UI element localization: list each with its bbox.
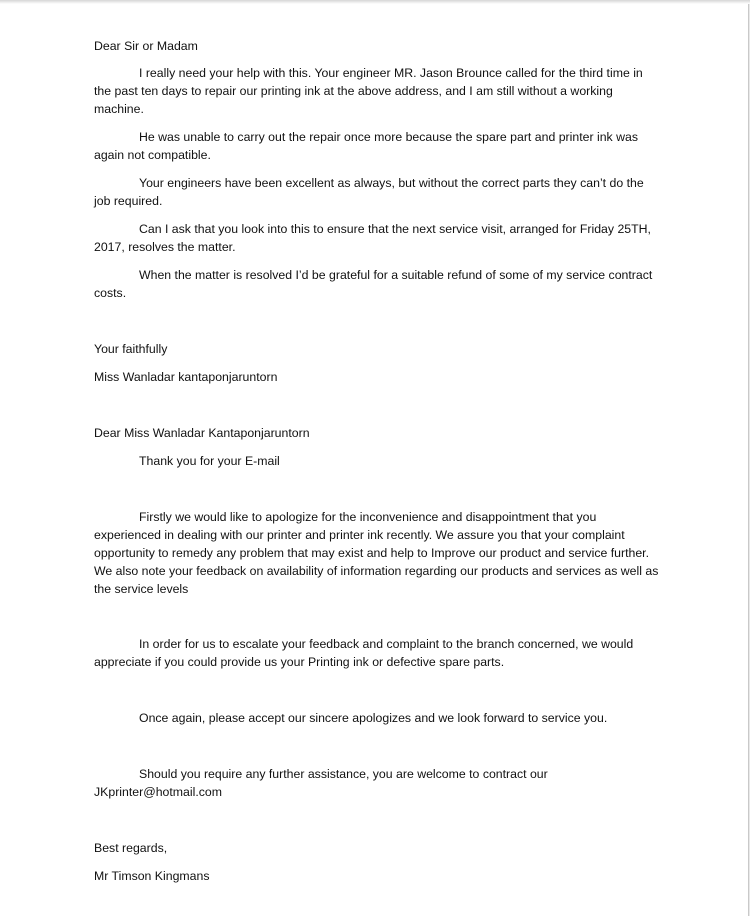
letter2-paragraph-1: Firstly we would like to apologize for the inconvenience and disappointment that you experienced in dealing with our printer and printer ink recently. We assure you that your complaint opportunity to remedy any problem that may exist and help to Improve our product and service further. We also note your feedback on availability of information regarding our products and services as well as the service levels <box>94 510 659 596</box>
letter1-paragraph-4: Can I ask that you look into this to ensure that the next service visit, arranged for Friday 25TH, 2017, resolves the matter. <box>94 222 651 254</box>
letter2-salutation: Dear Miss Wanladar Kantaponjaruntorn <box>94 426 310 440</box>
page-top-shadow <box>0 0 750 4</box>
letter1-paragraph-2: He was unable to carry out the repair once more because the spare part and printer ink was again not compatible. <box>94 130 638 162</box>
letter1-paragraph-1: I really need your help with this. Your engineer MR. Jason Brounce called for the third time in the past ten days to repair our printing ink at the above address, and I am still without a working machine. <box>94 66 643 116</box>
letter1-closing: Your faithfully <box>94 342 168 356</box>
letter1-salutation: Dear Sir or Madam <box>94 39 198 53</box>
letter2-closing: Best regards, <box>94 841 168 855</box>
letter1-paragraph-5: When the matter is resolved I’d be grateful for a suitable refund of some of my service contract costs. <box>94 268 653 300</box>
letter2-signature: Mr Timson Kingmans <box>94 869 210 883</box>
letter2-thanks: Thank you for your E-mail <box>139 454 280 468</box>
letter1-paragraph-3: Your engineers have been excellent as always, but without the correct parts they can’t do the job required. <box>94 176 644 208</box>
letter1-signature: Miss Wanladar kantaponjaruntorn <box>94 370 278 384</box>
letter2-paragraph-2: In order for us to escalate your feedback and complaint to the branch concerned, we would appreciate if you could provide us your Printing ink or defective spare parts. <box>94 637 634 669</box>
letter2-paragraph-4: Should you require any further assistance, you are welcome to contract our JKprinter@hotmail.com <box>94 767 548 799</box>
letter2-paragraph-3: Once again, please accept our sincere apologizes and we look forward to service you. <box>139 711 608 725</box>
